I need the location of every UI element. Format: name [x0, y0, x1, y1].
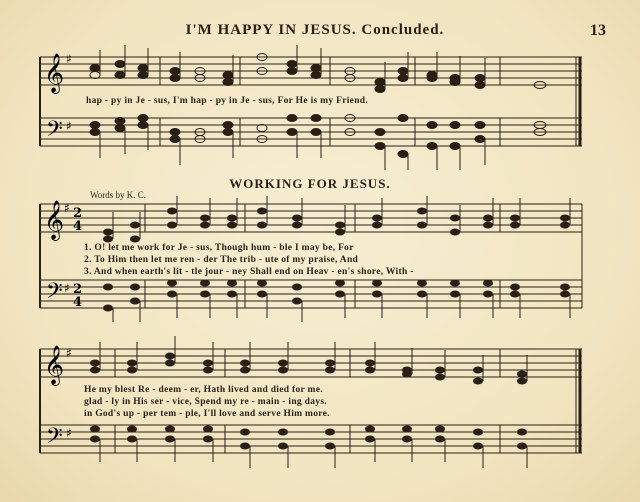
system2-bass-staff: [40, 280, 582, 308]
lyrics-system3-verse3: in God's up - per tem - ple, I'll love and serve Him more.: [84, 409, 330, 419]
time-signature-top: 2: [73, 282, 83, 297]
bass-clef-icon: 𝄢: [46, 117, 63, 147]
page-number: 13: [590, 22, 606, 39]
sharp-icon: ♯: [64, 281, 70, 295]
page-title: I'M HAPPY IN JESUS. Concluded.: [185, 22, 445, 38]
lyrics-system2-verse3: 3. And when earth's lit - tle jour - ney Shall end on Heav - en's shore, With -: [84, 267, 414, 277]
sharp-icon: ♯: [66, 346, 72, 360]
time-signature-bottom: 4: [73, 295, 83, 310]
lyrics-system2-verse2: 2. To Him then let me ren - der The trib - ute of my praise, And: [84, 255, 359, 265]
time-signature-bottom: 4: [73, 219, 83, 234]
treble-clef-icon: 𝄞: [44, 345, 65, 385]
time-signature-top: 2: [73, 206, 83, 221]
sharp-icon: ♯: [66, 119, 72, 133]
system3-bass-staff: [40, 425, 582, 453]
bass-clef-icon: 𝄢: [46, 279, 63, 309]
sharp-icon: ♯: [64, 201, 70, 215]
lyrics-system2-verse1: 1. O! let me work for Je - sus, Though hum - ble I may be, For: [84, 243, 354, 253]
system3-treble-staff: [40, 349, 582, 377]
treble-clef-icon: 𝄞: [44, 53, 65, 93]
section-title: WORKING FOR JESUS.: [229, 176, 391, 191]
treble-clef-icon: 𝄞: [44, 200, 65, 240]
sharp-icon: ♯: [66, 426, 72, 440]
words-credit: Words by K. C.: [90, 190, 147, 200]
lyrics-system1: hap - py in Je - sus, I'm hap - py in Je - sus, For He is my Friend.: [86, 96, 369, 106]
lyrics-system3-verse2: glad - ly in His ser - vice, Spend my re - main - ing days.: [84, 397, 327, 407]
sharp-icon: ♯: [66, 52, 72, 66]
lyrics-system3-verse1: He my blest Re - deem - er, Hath lived and died for me.: [84, 385, 323, 395]
system2-treble-staff: [40, 204, 582, 232]
bass-clef-icon: 𝄢: [46, 424, 63, 454]
